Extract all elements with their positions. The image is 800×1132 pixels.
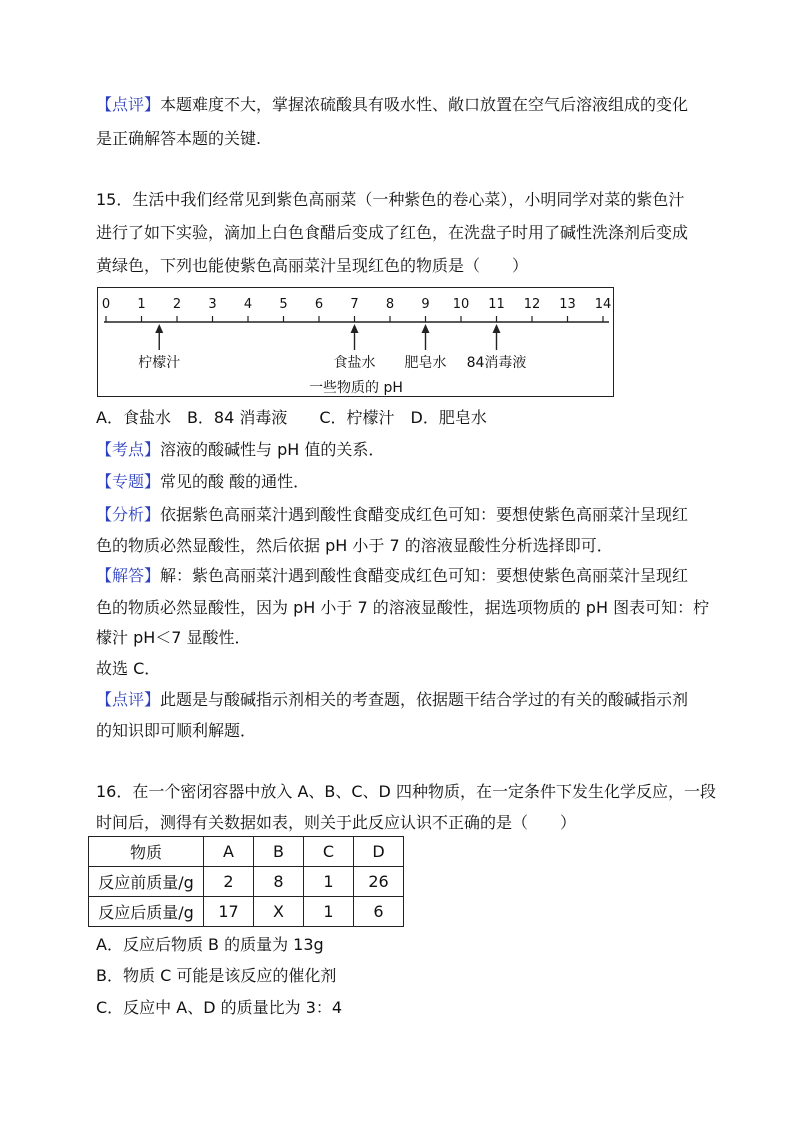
table-row (89, 867, 404, 897)
q15-jieda-line-3: 檬汁 pH＜7 显酸性． (96, 628, 251, 647)
table-header-cell: C (304, 837, 354, 867)
q16-stem-line-1: 16．在一个密闭容器中放入 A、B、C、D 四种物质，在一定条件下发生化学反应，一段 (96, 782, 716, 801)
ph-marker-arrowhead (155, 324, 163, 333)
q15-dianping-line-1 (96, 690, 688, 710)
q15-stem-line-3: 黄绿色，下列也能使紫色高丽菜汁呈现红色的物质是（ ） (96, 256, 529, 275)
q15-stem-line-2: 进行了如下实验，滴加上白色食醋后变成了红色，在洗盘子时用了碱性洗涤剂后变成 (96, 223, 689, 242)
q15-jieda-line-1 (96, 566, 688, 586)
jieda-text-1: 解：紫色高丽菜汁遇到酸性食醋变成红色可知：要想使紫色高丽菜汁呈现红 (160, 566, 689, 585)
q15-zhuanti (96, 472, 309, 492)
table-cell: X (254, 897, 304, 927)
table-row (89, 897, 404, 927)
jieda-tag: 【解答】 (96, 566, 161, 585)
mass-data-table (88, 836, 404, 927)
ph-marker-label: 肥皂水 (404, 355, 447, 371)
table-header-cell: D (354, 837, 404, 867)
ph-tick-label: 10 (452, 297, 470, 312)
ph-tick-label: 1 (137, 297, 146, 312)
ph-marker-label: 食盐水 (333, 355, 376, 371)
q15-answer: 故选 C． (96, 659, 161, 678)
ph-tick-label: 3 (208, 297, 217, 312)
q15-fenxi-line-2: 色的物质必然显酸性，然后依据 pH 小于 7 的溶液显酸性分析选择即可． (96, 536, 613, 555)
ph-chart-title: 一些物质的 pH (309, 380, 403, 396)
table-cell: 反应前质量/g (89, 867, 204, 897)
ph-tick-label: 4 (243, 297, 253, 312)
table-header-cell: B (254, 837, 304, 867)
ph-tick-label: 12 (523, 297, 541, 312)
q16-option-c: C．反应中 A、D 的质量比为 3：4 (96, 998, 343, 1017)
table-header-cell: 物质 (89, 837, 204, 867)
table-header-row (89, 837, 404, 867)
dianping-text-1: 此题是与酸碱指示剂相关的考查题，依据题干结合学过的有关的酸碱指示剂 (160, 690, 689, 709)
zhuanti-text: 常见的酸 酸的通性． (160, 472, 310, 491)
ph-tick-label: 7 (350, 297, 359, 312)
q15-dianping-line-2: 的知识即可顺利解题． (96, 721, 257, 740)
ph-tick-label: 0 (101, 297, 111, 312)
ph-marker-arrowhead (351, 324, 359, 333)
ph-marker-arrowhead (422, 324, 430, 333)
q14-comment-line-1 (96, 95, 688, 115)
kaodian-text: 溶液的酸碱性与 pH 值的关系． (160, 440, 385, 459)
q15-fenxi-line-1 (96, 505, 688, 525)
table-cell: 26 (354, 867, 404, 897)
table-cell: 2 (204, 867, 254, 897)
q14-comment-line-2: 是正确解答本题的关键. (96, 129, 262, 148)
ph-tick-label: 2 (172, 297, 182, 312)
ph-tick-label: 9 (421, 297, 430, 312)
q16-option-a: A．反应后物质 B 的质量为 13g (96, 935, 324, 954)
q15-stem-line-1: 15．生活中我们经常见到紫色高丽菜（一种紫色的卷心菜），小明同学对菜的紫色汁 (96, 190, 685, 209)
q16-option-b: B．物质 C 可能是该反应的催化剂 (96, 966, 337, 985)
dianping-tag: 【点评】 (96, 690, 161, 709)
comment-tag: 【点评】 (96, 95, 161, 114)
q14-comment-text-1: 本题难度不大，掌握浓硫酸具有吸水性、敞口放置在空气后溶液组成的变化 (160, 95, 689, 114)
ph-tick-label: 11 (488, 297, 505, 312)
ph-marker-arrowhead (493, 324, 501, 333)
q15-options: A．食盐水 B．84 消毒液 C．柠檬汁 D．肥皂水 (96, 408, 487, 427)
ph-tick-label: 5 (279, 297, 288, 312)
ph-tick-label: 14 (594, 297, 612, 312)
zhuanti-tag: 【专题】 (96, 472, 161, 491)
table-cell: 8 (254, 867, 304, 897)
table-cell: 反应后质量/g (89, 897, 204, 927)
q16-stem-line-2: 时间后，测得有关数据如表，则关于此反应认识不正确的是（ ） (96, 813, 577, 832)
ph-number-line (98, 288, 615, 398)
ph-tick-label: 6 (314, 297, 324, 312)
ph-tick-label: 8 (385, 297, 395, 312)
q15-jieda-line-2: 色的物质必然显酸性，因为 pH 小于 7 的溶液显酸性，据选项物质的 pH 图表可知：柠 (96, 598, 710, 617)
ph-tick-label: 13 (559, 297, 576, 312)
ph-marker-label: 柠檬汁 (138, 355, 181, 371)
fenxi-text-1: 依据紫色高丽菜汁遇到酸性食醋变成红色可知：要想使紫色高丽菜汁呈现红 (160, 505, 689, 524)
table-cell: 1 (304, 897, 354, 927)
ph-figure (97, 287, 614, 397)
table-header-cell: A (204, 837, 254, 867)
table-cell: 1 (304, 867, 354, 897)
kaodian-tag: 【考点】 (96, 440, 161, 459)
ph-marker-label: 84消毒液 (466, 355, 527, 371)
table-cell: 6 (354, 897, 404, 927)
fenxi-tag: 【分析】 (96, 505, 161, 524)
q15-kaodian (96, 440, 384, 460)
table-cell: 17 (204, 897, 254, 927)
